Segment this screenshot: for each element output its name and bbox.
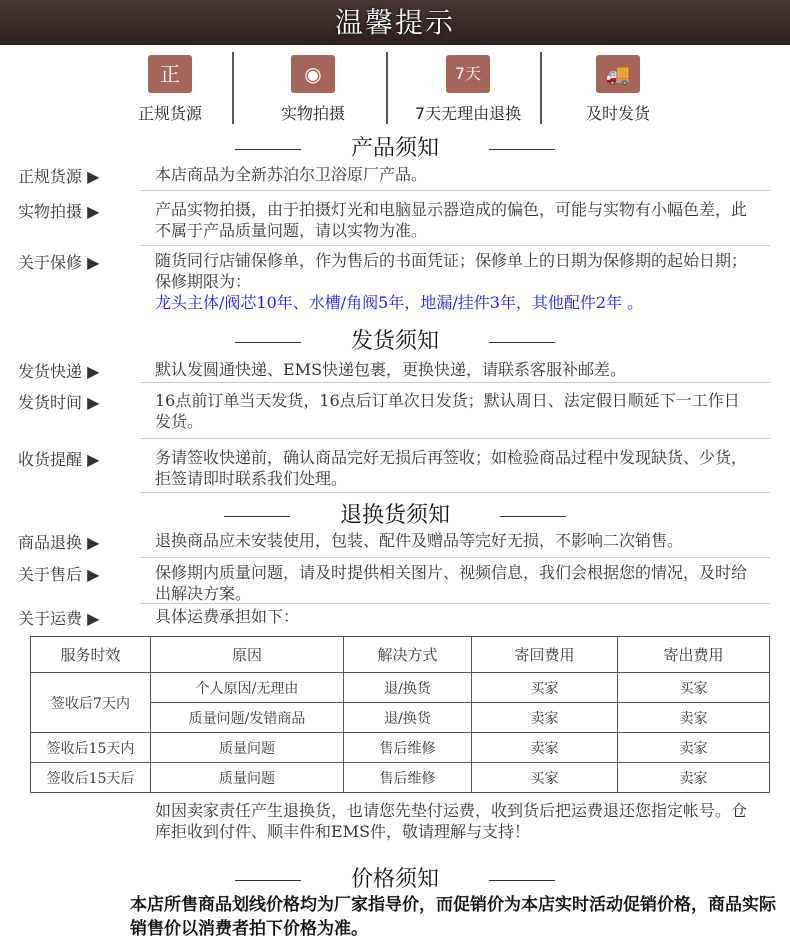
row-label: 关于售后 ▶: [18, 565, 100, 584]
warranty-highlight: 龙头主体/阀芯10年、水槽/角阀5年，地漏/挂件3年，其他配件2年 。: [155, 293, 644, 312]
row-text: 默认发圆通快递、EMS快递包裹，更换快递，请联系客服补邮差。: [155, 360, 627, 379]
badge-label: 7天无理由退换: [414, 104, 522, 123]
badge-photo: [238, 55, 388, 124]
table-row: 签收后15天后 质量问题 售后维修 买家 卖家: [31, 763, 770, 793]
row-text: 16点前订单当天发货，16点后订单次日发货；默认周日、法定假日顺延下一工作日发货。: [155, 391, 740, 431]
divider: [540, 52, 542, 124]
table-row: 签收后7天内 个人原因/无理由 退/换货 买家 买家: [31, 673, 770, 703]
table-header-row: 服务时效 原因 解决方式 寄回费用 寄出费用: [31, 637, 770, 673]
row-text: 产品实物拍摄，由于拍摄灯光和电脑显示器造成的偏色，可能与实物有小幅色差，此不属于产品质量问题，请以实物为准。: [155, 200, 748, 240]
shipping-note: 如因卖家责任产生退换货，也请您先垫付运费，收到货后把运费退还您指定帐号。仓库拒收到付件、顺丰件和EMS件，敬请理解与支持！: [155, 801, 748, 841]
divider: [140, 603, 770, 604]
badge-label: 正规货源: [137, 104, 202, 123]
row-label: 商品退换 ▶: [18, 533, 100, 552]
divider: [140, 382, 770, 383]
row-label: 正规货源 ▶: [18, 167, 100, 186]
divider: [140, 557, 770, 558]
page-header: 温馨提示: [0, 0, 790, 45]
row-label: 关于保修 ▶: [18, 253, 100, 272]
badge-label: 及时发货: [585, 104, 650, 123]
divider: [140, 438, 770, 439]
hands-icon: 正: [148, 55, 192, 93]
row-text: 本店商品为全新苏泊尔卫浴原厂产品。: [155, 165, 428, 184]
row-text: 务请签收快递前，确认商品完好无损后再签收；如检验商品过程中发现缺货、少货，拒签请即时联系我们处理。: [155, 448, 748, 488]
row-text: 退换商品应未安装使用，包装、配件及赠品等完好无损，不影响二次销售。: [155, 531, 684, 550]
divider: [140, 190, 770, 191]
calendar-icon: 7天: [446, 55, 490, 93]
row-label: 发货快递 ▶: [18, 362, 100, 381]
divider: [232, 52, 234, 124]
row-text: 保修期内质量问题，请及时提供相关图片、视频信息，我们会根据您的情况，及时给出解决方案。: [155, 563, 748, 603]
section-title-price: 价格须知: [0, 862, 790, 893]
truck-icon: 🚚: [596, 55, 640, 93]
camera-icon: ◉: [291, 55, 335, 93]
badge-return: [393, 55, 543, 124]
row-label: 收货提醒 ▶: [18, 450, 100, 469]
badge-genuine: [95, 55, 245, 124]
table-row: 质量问题/发错商品 退/换货 卖家 卖家: [31, 703, 770, 733]
row-label: 实物拍摄 ▶: [18, 202, 100, 221]
badge-delivery: [543, 55, 693, 124]
divider: [140, 245, 770, 246]
divider: [140, 492, 770, 493]
table-row: 签收后15天内 质量问题 售后维修 卖家 卖家: [31, 733, 770, 763]
section-title-shipping: 发货须知: [0, 324, 790, 355]
price-text: 本店所售商品划线价格均为厂家指导价，而促销价为本店实时活动促销价格，商品实际销售价以消费者拍下价格为准。: [130, 895, 776, 939]
row-label: 发货时间 ▶: [18, 393, 100, 412]
row-text: 具体运费承担如下：: [155, 607, 300, 626]
divider: [386, 52, 388, 124]
badge-label: 实物拍摄: [280, 104, 345, 123]
section-title-returns: 退换货须知: [0, 498, 790, 529]
row-text: 随货同行店铺保修单，作为售后的书面凭证；保修单上的日期为保修期的起始日期； 保修期限为： 龙头主体/阀芯10年、水槽/角阀5年，地漏/挂件3年，其他配件2年 。: [155, 251, 748, 312]
row-label: 关于运费 ▶: [18, 609, 100, 628]
shipping-cost-table: [30, 636, 770, 793]
section-title-product: 产品须知: [0, 131, 790, 162]
